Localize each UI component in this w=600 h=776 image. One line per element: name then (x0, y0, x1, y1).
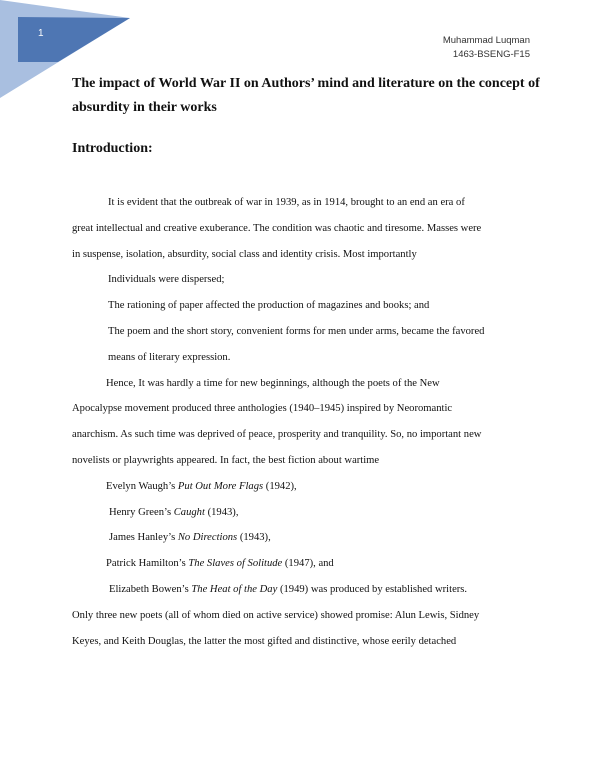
paragraph-line: anarchism. As such time was deprived of peace, prosperity and tranquility. So, no important new (72, 429, 482, 441)
work-entry: Henry Green’s Caught (1943), (109, 506, 239, 518)
paragraph-line: Hence, It was hardly a time for new beginnings, although the poets of the New (106, 377, 440, 389)
work-entry: Evelyn Waugh’s Put Out More Flags (1942), (106, 480, 297, 492)
running-header (443, 34, 530, 62)
work-entry: James Hanley’s No Directions (1943), (109, 532, 271, 544)
list-item: means of literary expression. (108, 351, 231, 363)
list-item: Individuals were dispersed; (108, 274, 225, 286)
paragraph-line: novelists or playwrights appeared. In fact, the best fiction about wartime (72, 454, 380, 466)
work-entry: Elizabeth Bowen’s The Heat of the Day (1949) was produced by established writers. (109, 583, 468, 595)
paragraph-line: Apocalypse movement produced three anthologies (1940–1945) inspired by Neoromantic (72, 403, 453, 415)
paragraph-line: in suspense, isolation, absurdity, social class and identity crisis. Most importantly (72, 248, 417, 260)
roll-number: 1463-BSENG-F15 (452, 49, 530, 60)
paragraph-line: It is evident that the outbreak of war in 1939, as in 1914, brought to an end an era of (108, 197, 465, 208)
paragraph-line: Keyes, and Keith Douglas, the latter the most gifted and distinctive, whose eerily detached (72, 635, 457, 647)
section-heading: Introduction: (72, 141, 153, 156)
author-name: Muhammad Luqman (442, 35, 530, 46)
document-body (72, 190, 534, 654)
paragraph-line: Only three new poets (all of whom died on active service) showed promise: Alun Lewis, Sidney (72, 609, 480, 621)
document-title: The impact of World War II on Authors’ mind and literature on the concept of absurdity in their works (72, 76, 540, 115)
work-entry: Patrick Hamilton’s The Slaves of Solitude (1947), and (106, 558, 334, 570)
page-number: 1 (38, 28, 44, 39)
list-item: The poem and the short story, convenient forms for men under arms, became the favored (108, 325, 485, 337)
list-item: The rationing of paper affected the production of magazines and books; and (108, 300, 430, 312)
paragraph-line: great intellectual and creative exuberance. The condition was chaotic and tiresome. Masses were (72, 222, 482, 234)
